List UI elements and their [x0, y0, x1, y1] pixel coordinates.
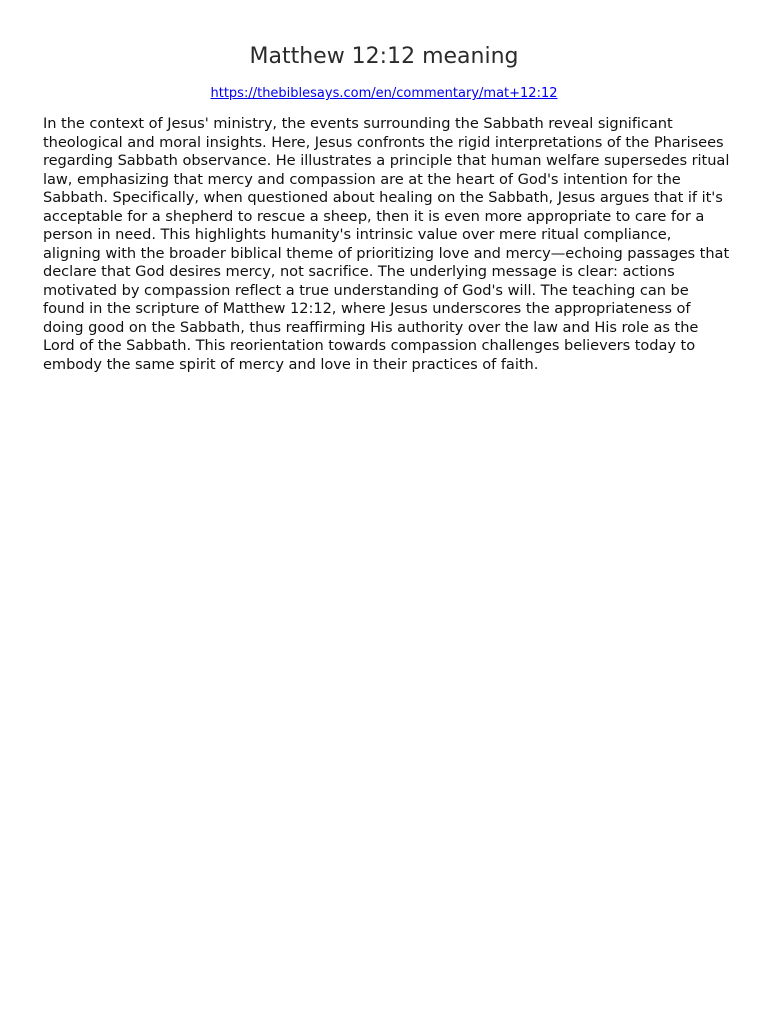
source-link[interactable]: https://thebiblesays.com/en/commentary/mat+12:12 — [210, 86, 558, 101]
commentary-paragraph: In the context of Jesus' ministry, the events surrounding the Sabbath reveal significant theological and moral insights. Here, Jesus confronts the rigid interpretations of the Pharisees regarding Sabbath observance. He illustrates a principle that human welfare supersedes ritual law, emphasizing that mercy and compassion are at the heart of God's intention for the Sabbath. Specifically, when questioned about healing on the Sabbath, Jesus argues that if it's acceptable for a shepherd to rescue a sheep, then it is even more appropriate to care for a person in need. This highlights humanity's intrinsic value over mere ritual compliance, aligning with the broader biblical theme of prioritizing love and mercy—echoing passages that declare that God desires mercy, not sacrifice. The underlying message is clear: actions motivated by compassion reflect a true understanding of God's will. The teaching can be found in the scripture of Matthew 12:12, where Jesus underscores the appropriateness of doing good on the Sabbath, thus reaffirming His authority over the law and His role as the Lord of the Sabbath. This reorientation towards compassion challenges believers today to embody the same spirit of mercy and love in their practices of faith. — [43, 115, 730, 373]
page-title: Matthew 12:12 meaning — [249, 44, 519, 69]
